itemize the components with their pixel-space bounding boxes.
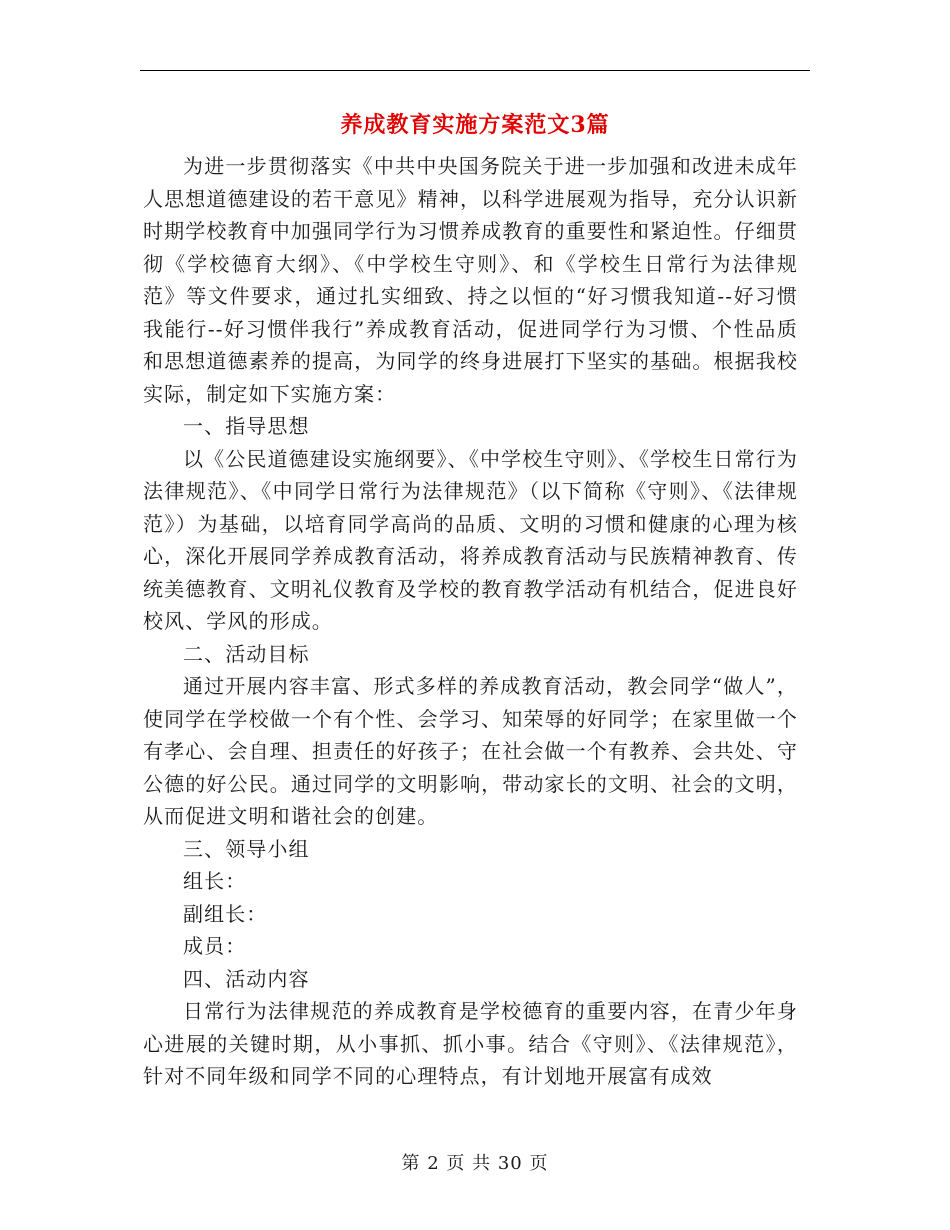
section-heading-leadership-group: 三、领导小组 bbox=[183, 836, 310, 861]
document-body bbox=[143, 150, 798, 1093]
activity-goals-paragraph: 通过开展内容丰富、形式多样的养成教育活动，教会同学“做人”，使同学在学校做一个有个性、会学习、知荣辱的好同学；在家里做一个有孝心、会自理、担责任的好孩子；在社会做一个有教养、会共处、守公德的好公民。通过同学的文明影响，带动家长的文明、社会的文明，从而促进文明和谐社会的创建。 bbox=[143, 674, 798, 828]
page-number-footer: 第 2 页 共 30 页 bbox=[401, 1153, 549, 1174]
intro-paragraph: 为进一步贯彻落实《中共中央国务院关于进一步加强和改进未成年人思想道德建设的若干意见》精神，以科学进展观为指导，充分认识新时期学校教育中加强同学行为习惯养成教育的重要性和紧迫性。仔细贯彻《学校德育大纲》、《中学校生守则》、和《学校生日常行为法律规范》等文件要求，通过扎实细致、持之以恒的“好习惯我知道--好习惯我能行--好习惯伴我行”养成教育活动，促进同学行为习惯、个性品质和思想道德素养的提高，为同学的终身进展打下坚实的基础。根据我校实际，制定如下实施方案： bbox=[143, 154, 798, 406]
activity-content-paragraph: 日常行为法律规范的养成教育是学校德育的重要内容，在青少年身心进展的关键时期，从小事抓、抓小事。结合《守则》、《法律规范》，针对不同年级和同学不同的心理特点，有计划地开展富有成效 bbox=[143, 999, 798, 1088]
members-line: 成员： bbox=[183, 934, 247, 958]
deputy-leader-line: 副组长： bbox=[183, 901, 268, 926]
group-leader-line: 组长： bbox=[183, 869, 247, 893]
section-heading-guiding-ideology: 一、指导思想 bbox=[183, 414, 310, 438]
guiding-ideology-paragraph: 以《公民道德建设实施纲要》、《中学校生守则》、《学校生日常行为法律规范》、《中同学日常行为法律规范》（以下简称《守则》、《法律规范》）为基础，以培育同学高尚的品质、文明的习惯和健康的心理为核心，深化开展同学养成教育活动，将养成教育活动与民族精神教育、传统美德教育、文明礼仪教育及学校的教育教学活动有机结合，促进良好校风、学风的形成。 bbox=[143, 446, 798, 633]
section-heading-activity-goals: 二、活动目标 bbox=[183, 641, 310, 666]
section-heading-activity-content: 四、活动内容 bbox=[183, 966, 310, 991]
header-rule bbox=[140, 70, 810, 71]
document-title: 养成教育实施方案范文3篇 bbox=[340, 112, 610, 138]
